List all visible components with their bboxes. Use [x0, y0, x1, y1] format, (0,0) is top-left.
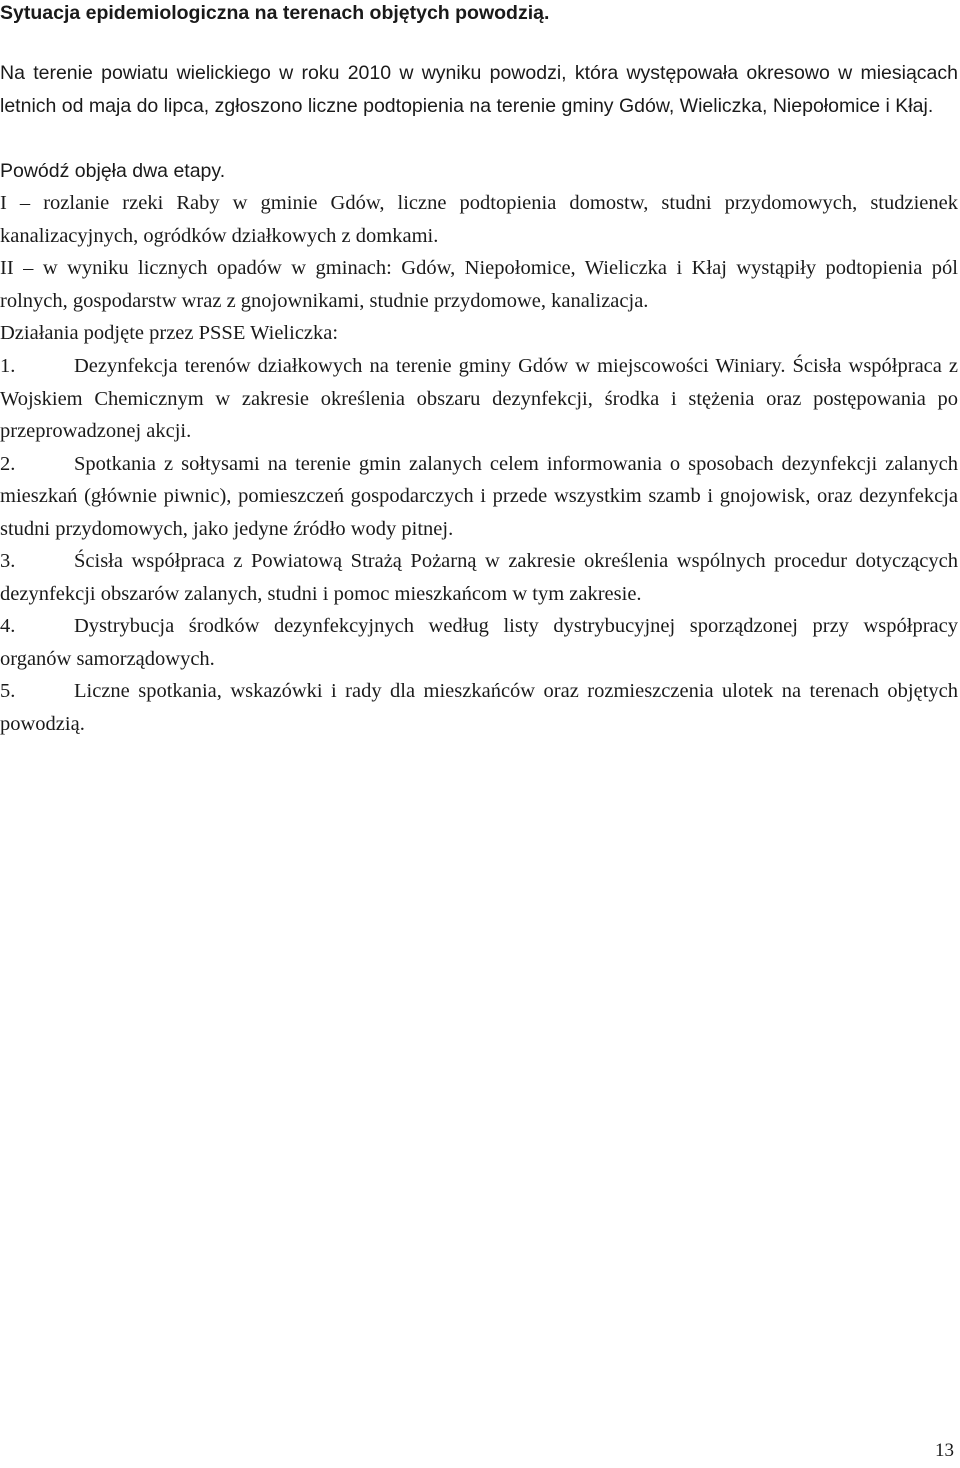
page-number: 13 [935, 1440, 954, 1461]
list-item-text: Dystrybucja środków dezynfekcyjnych według listy dystrybucyjnej sporządzonej przy współpracy organów samorządowych. [0, 615, 958, 670]
list-item [0, 545, 958, 610]
list-item-number: 1. [0, 355, 16, 377]
intro-paragraph: Na terenie powiatu wielickiego w roku 2010 w wyniku powodzi, która występowała okresowo w miesiącach letnich od maja do lipca, zgłoszono liczne podtopienia na terenie gminy Gdów, Wieliczka, Niepołomice i Kłaj. [0, 62, 958, 117]
list-item-number: 3. [0, 550, 16, 572]
list-item-text: Liczne spotkania, wskazówki i rady dla mieszkańców oraz rozmieszczenia ulotek na terenach objętych powodzią. [0, 680, 958, 735]
stage-two-paragraph: II – w wyniku licznych opadów w gminach: Gdów, Niepołomice, Wieliczka i Kłaj wystąpiły podtopienia pól rolnych, gospodarstw wraz z gnojownikami, studnie przydomowe, kanalizacja. [0, 257, 958, 312]
document-heading: Sytuacja epidemiologiczna na terenach objętych powodzią. [0, 2, 550, 24]
list-item [0, 350, 958, 448]
actions-list [0, 350, 958, 740]
list-item [0, 610, 958, 675]
list-item-number: 2. [0, 452, 16, 475]
list-item-number: 5. [0, 680, 16, 702]
list-item-text: Ścisła współpraca z Powiatową Strażą Pożarną w zakresie określenia wspólnych procedur dotyczących dezynfekcji obszarów zalanych, studni i pomoc mieszkańcom w tym zakresie. [0, 550, 958, 605]
list-item-text: Dezynfekcja terenów działkowych na terenie gminy Gdów w miejscowości Winiary. Ścisła współpraca z Wojskiem Chemicznym w zakresie określenia obszaru dezynfekcji, środka i stężenia oraz postępowania po przeprowadzonej akcji. [0, 355, 958, 442]
list-item-number: 4. [0, 615, 16, 637]
stage-one-paragraph: I – rozlanie rzeki Raby w gminie Gdów, liczne podtopienia domostw, studni przydomowych, studzienek kanalizacyjnych, ogródków działkowych z domkami. [0, 192, 958, 247]
actions-intro-paragraph: Działania podjęte przez PSSE Wieliczka: [0, 322, 339, 344]
list-item [0, 675, 958, 740]
flood-stages-paragraph: Powódź objęła dwa etapy. [0, 160, 226, 182]
list-item [0, 448, 958, 546]
list-item-text: Spotkania z sołtysami na terenie gmin zalanych celem informowania o sposobach dezynfekcji zalanych mieszkań (głównie piwnic), pomieszczeń gospodarczych i przede wszystkim szamb i gnojowisk, oraz dezynfekcja studni przydomowych, jako jedyne źródło wody pitnej. [0, 452, 958, 540]
